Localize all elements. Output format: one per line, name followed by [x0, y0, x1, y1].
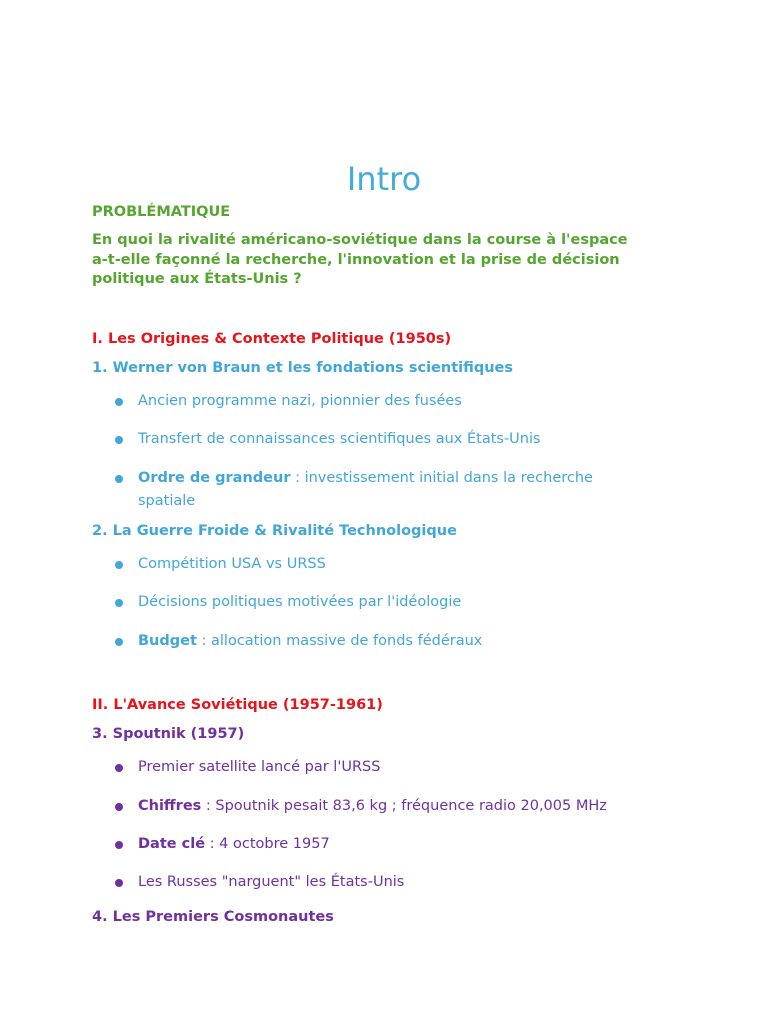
section-heading: I. Les Origines & Contexte Politique (1950s)	[92, 331, 452, 347]
bullet-dot	[115, 764, 123, 772]
bullet-text: Premier satellite lancé par l'URSS	[138, 759, 381, 775]
bullet-dot	[115, 638, 123, 646]
bullet-bold-term: Date clé	[138, 836, 206, 852]
bullet-description: : Spoutnik pesait 83,6 kg ; fréquence radio 20,005 MHz	[201, 798, 607, 814]
subsection-heading: 3. Spoutnik (1957)	[92, 726, 245, 742]
bullet-item	[0, 390, 768, 413]
bullet-text: Transfert de connaissances scientifiques aux États-Unis	[138, 431, 541, 447]
bullet-dot	[115, 398, 123, 406]
bullet-text	[138, 833, 648, 856]
bullet-bold-term: Ordre de grandeur	[138, 470, 291, 486]
bullet-dot	[115, 879, 123, 887]
question-line: a-t-elle façonné la recherche, l'innovation et la prise de décision	[92, 251, 620, 268]
bullet-dot	[115, 803, 123, 811]
bullet-item	[0, 591, 768, 614]
bullet-dot	[115, 841, 123, 849]
page-title: Intro	[346, 160, 422, 198]
bullet-text	[138, 795, 698, 818]
bullet-text: Les Russes "narguent" les États-Unis	[138, 874, 405, 890]
question-line: politique aux États-Unis ?	[92, 271, 302, 287]
subsection-heading: 4. Les Premiers Cosmonautes	[92, 909, 334, 925]
subsection-heading: 2. La Guerre Froide & Rivalité Technologique	[92, 523, 457, 539]
bullet-item	[0, 795, 768, 818]
problematique-label: PROBLÉMATIQUE	[92, 204, 231, 220]
bullet-description: : allocation massive de fonds fédéraux	[196, 633, 483, 649]
question-line: En quoi la rivalité américano-soviétique dans la course à l'espace	[92, 232, 628, 248]
bullet-item	[0, 553, 768, 576]
bullet-text	[138, 467, 648, 513]
section-heading: II. L'Avance Soviétique (1957-1961)	[92, 697, 383, 713]
bullet-dot	[115, 475, 123, 483]
bullet-dot	[115, 561, 123, 569]
bullet-dot	[115, 599, 123, 607]
bullet-text: Décisions politiques motivées par l'idéologie	[138, 594, 462, 610]
bullet-bold-term: Chiffres	[138, 798, 202, 814]
bullet-dot	[115, 436, 123, 444]
problematique-question	[92, 231, 682, 290]
bullet-text: Ancien programme nazi, pionnier des fusées	[138, 393, 462, 409]
bullet-description: : 4 octobre 1957	[205, 836, 330, 852]
bullet-item	[0, 428, 768, 451]
bullet-text	[138, 630, 648, 653]
bullet-bold-term: Budget	[138, 633, 197, 649]
subsection-heading: 1. Werner von Braun et les fondations scientifiques	[92, 360, 514, 376]
bullet-description: : investissement initial dans la recherche spatiale	[138, 470, 593, 509]
bullet-item	[0, 756, 768, 779]
bullet-item	[0, 833, 768, 856]
bullet-item	[0, 467, 768, 509]
bullet-item	[0, 630, 768, 653]
bullet-text: Compétition USA vs URSS	[138, 556, 326, 572]
bullet-item	[0, 871, 768, 894]
